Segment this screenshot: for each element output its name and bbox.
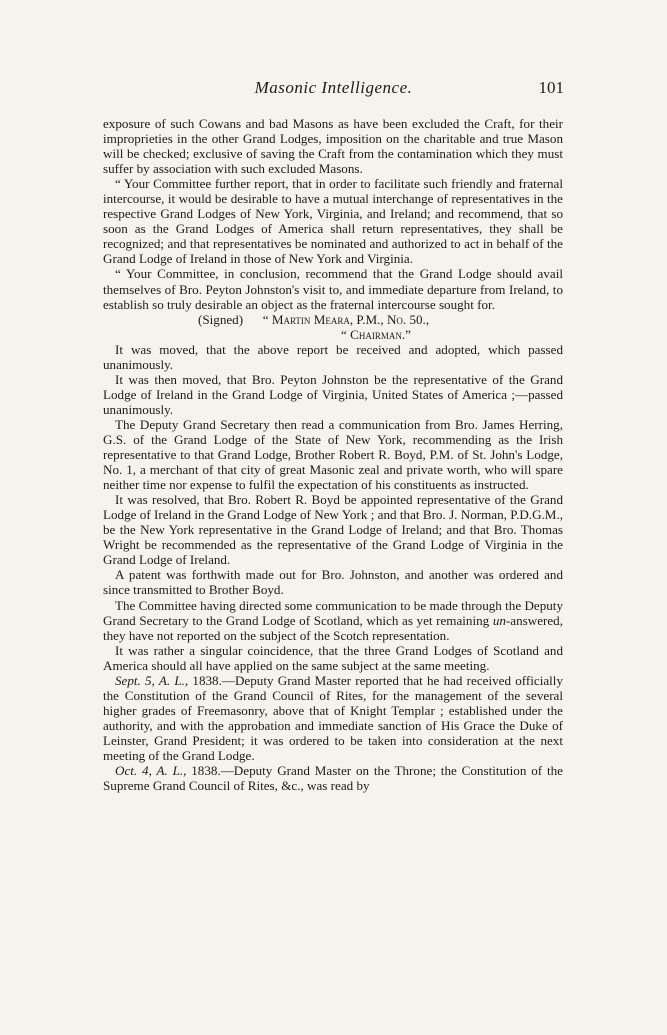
paragraph: “ Your Committee further report, that in order to facilitate such friendly and fraternal intercourse, it would be desirable to have a mutual interchange of representatives in the respective Grand Lodges of New York, Virginia, and Ireland; and recommend, that so soon as the Grand Lodges of America shall return representatives, they shall be recognized; and that representatives be nominated and authorized to act in behalf of the Grand Lodge of Ireland in those of New York and Virginia. xyxy=(103,176,563,267)
paragraph-oct xyxy=(103,763,563,793)
paragraph: It was rather a singular coincidence, that the three Grand Lodges of Scotland and America should all have applied on the same subject at the same meeting. xyxy=(103,642,563,673)
page-number: 101 xyxy=(538,78,564,97)
paragraph: It was then moved, that Bro. Peyton Johnston be the representative of the Grand Lodge of Ireland in the Grand Lodge of Virginia, United States of America ;—passed unanimously. xyxy=(103,371,563,417)
paragraph: “ Your Committee, in conclusion, recommend that the Grand Lodge should avail themselves of Bro. Peyton Johnston's visit to, and immediate departure from Ireland, to establish so truly desirable an object as the fraternal intercourse sought for. xyxy=(103,266,563,312)
signature-line xyxy=(103,312,563,327)
entry-date: Sept. 5, A. L., xyxy=(115,672,189,688)
paragraph: A patent was forthwith made out for Bro. Johnston, and another was ordered and since transmitted to Brother Boyd. xyxy=(103,567,563,598)
entry-date: Oct. 4, A. L., xyxy=(115,763,187,779)
running-title: Masonic Intelligence. xyxy=(254,78,413,97)
text-run: -answered, they have not reported on the subject of the Scotch representation. xyxy=(103,612,563,643)
text-run: The Committee having directed some communication to be made through the Deputy Grand Secretary to the Grand Lodge of Scotland, which as yet remaining xyxy=(103,597,563,628)
paragraph: exposure of such Cowans and bad Masons as have been excluded the Craft, for their improprieties in the other Grand Lodges, imposition on the charitable and true Mason will be checked; exclusive of saving the Craft from the contamination which they must suffer by association with such excluded Masons. xyxy=(103,116,563,177)
signed-label: (Signed) xyxy=(198,311,244,327)
paragraph: It was moved, that the above report be received and adopted, which passed unanimously. xyxy=(103,341,563,372)
paragraph: The Deputy Grand Secretary then read a communication from Bro. James Herring, G.S. of the Grand Lodge of the State of New York, recommending as the Irish representative to that Grand Lodge, Brother Robert R. Boyd, P.M. of St. John's Lodge, No. 1, a merchant of that city of great Masonic zeal and private worth, who will spare neither time nor expense to fulfil the expectation of his constituents as instructed. xyxy=(103,416,563,493)
running-head xyxy=(103,78,564,104)
text-run: 1838.—Deputy Grand Master reported that he had received officially the Constitution of the Grand Council of Rites, for the management of the several higher grades of Freemasonry, above that of Knight Templar ; established under the authority, and with the approbation and immediate sanction of His Grace the Duke of Leinster, Grand President; it was ordered to be taken into consideration at the next meeting of the Grand Lodge. xyxy=(103,672,563,763)
paragraph: It was resolved, that Bro. Robert R. Boyd be appointed representative of the Grand Lodge of Ireland in the Grand Lodge of New York ; and that Bro. J. Norman, P.D.G.M., be the New York representative in the Grand Lodge of Ireland; and that Bro. Thomas Wright be recommended as the representative of the Grand Lodge of Virginia in the Grand Lodge of Ireland. xyxy=(103,492,563,568)
body-text xyxy=(103,116,563,793)
paragraph-sept xyxy=(103,673,563,763)
emphasis: un xyxy=(492,612,506,628)
signatory-name: “ Martin Meara, P.M., No. 50., xyxy=(262,311,430,327)
paragraph-unanswered xyxy=(103,598,563,643)
signatory-role: “ Chairman.” xyxy=(341,326,411,342)
text-run: 1838.—Deputy Grand Master on the Throne; the Constitution of the Supreme Grand Council of Rites, &c., was read by xyxy=(103,763,563,794)
